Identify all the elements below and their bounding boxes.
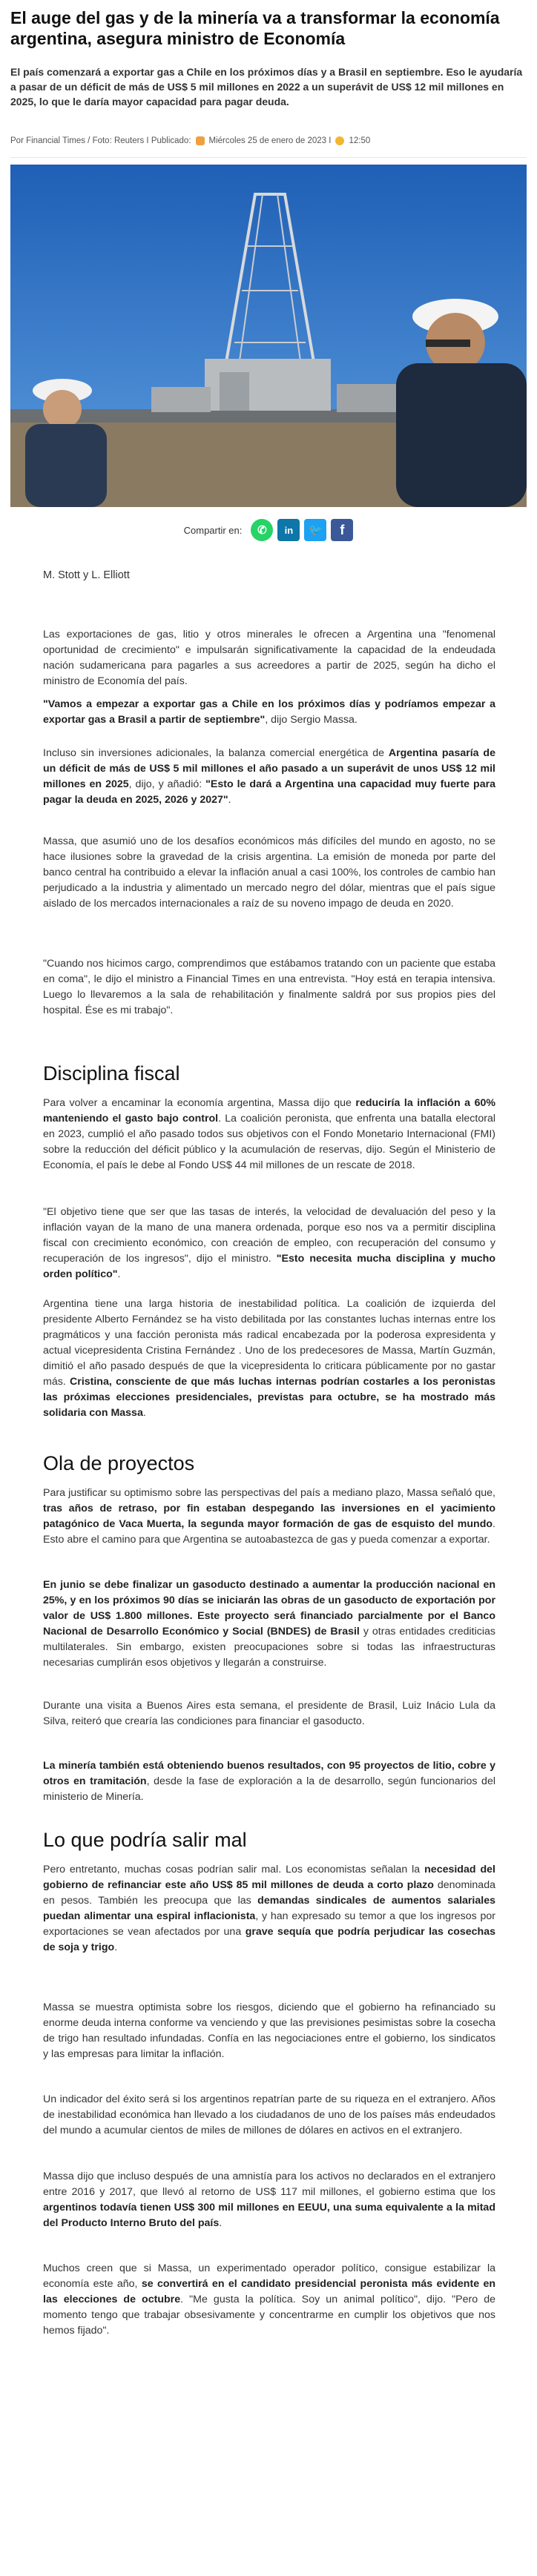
whatsapp-share-button[interactable]: ✆ [251,519,273,541]
paragraph-8-text: Argentina tiene una larga historia de inestabilidad política. La coalición de izquierda del presidente Alberto Fernández se ha visto debilitada por las constantes luchas internas entre los pragmáticos y una facción peronista más radical encabezada por la poderosa expresidenta y actual vicepresidenta Cristina Fernández . Uno de los predecesores de Massa, Martín Guzmán, dimitió el año pasado después de que la vicepresidenta lo criticara públicamente por no gastar más. [43,1298,495,1388]
paragraph-3 [43,746,495,808]
paragraph-2-text: , dijo Sergio Massa. [265,714,358,726]
paragraph-8-bold: Cristina, consciente de que más luchas internas podrían costarles a los peronistas las próximas elecciones presidenciales, previstas para octubre, se ha mostrado más solidaria con Massa [43,1376,495,1419]
section-heading-salir-mal: Lo que podría salir mal [43,1829,247,1851]
paragraph-9 [43,1486,495,1548]
paragraph-8 [43,1297,495,1421]
paragraph-16 [43,2169,495,2231]
paragraph-13-text-2: denominada en pesos. También les preocupa que las [43,1879,495,1907]
paragraph-9-text-2: . Esto abre el camino para que Argentina se autoabastezca de gas y pueda comenzar a exportar. [43,1518,495,1546]
paragraph-3-text-2: , dijo, y añadió: [128,778,206,790]
byline-divider [10,157,527,158]
paragraph-17 [43,2261,495,2339]
linkedin-share-button[interactable]: in [277,519,300,541]
paragraph-15: Un indicador del éxito será si los argentinos repatrían parte de su riqueza en el extranjero. Años de inestabilidad económica han llevado a los ciudadanos de uno de los países más endeudados del mundo a acumular cientos de miles de millones de dólares en activos en el extranjero. [43,2093,495,2136]
paragraph-6-bold: reduciría la inflación a 60% manteniendo el gasto bajo control [43,1097,495,1125]
paragraph-12-text: , desde la fase de exploración a la de desarrollo, según funcionarios del ministerio de Minería. [43,1775,495,1803]
paragraph-9-bold: tras años de retraso, por fin estaban despegando las inversiones en el yacimiento patagónico de Vaca Muerta, la segunda mayor formación de gas de esquisto del mundo [43,1503,495,1530]
byline-prefix: Por Financial Times / Foto: Reuters I Publicado: [10,136,191,145]
article-byline [10,136,527,145]
paragraph-9-text: Para justificar su optimismo sobre las perspectivas del país a mediano plazo, Massa señaló que, [43,1487,495,1499]
paragraph-10 [43,1577,495,1671]
paragraph-13-text: Pero entretanto, muchas cosas podrían salir mal. Los economistas señalan la [43,1864,425,1875]
paragraph-7-bold: "Esto necesita mucha disciplina y mucho orden político" [43,1253,495,1280]
hero-image [10,165,527,507]
calendar-icon [196,136,205,145]
paragraph-6-text-2: . La coalición peronista, que enfrenta una batalla electoral en 2023, cumplió el año pasado todos sus objetivos con el Fondo Monetario Internacional (FMI) sobre la reducción del déficit público y la acumulación de reservas, dijo. Según el Ministerio de Economía, el país le debe al Fondo US$ 44 mil millones de un rescate de 2018. [43,1113,495,1171]
byline-time: 12:50 [349,136,371,145]
paragraph-16-text: Massa dijo que incluso después de una amnistía para los activos no declarados en el extranjero entre 2016 y 2017, que llevó al retorno de US$ 117 mil millones, el gobierno estima que los [43,2171,495,2198]
paragraph-6-text: Para volver a encaminar la economía argentina, Massa dijo que [43,1097,356,1109]
section-heading-disciplina: Disciplina fiscal [43,1062,180,1085]
paragraph-13-bold-3: grave sequía que podría perjudicar las cosechas de soja y trigo [43,1926,495,1953]
paragraph-17-text: Muchos creen que si Massa, un experimentado operador político, consigue estabilizar la economía este año, [43,2262,495,2290]
paragraph-13-text-3: , y han expresado su temor a que los ingresos por exportaciones se vean afectados por una [43,1910,495,1938]
paragraph-13 [43,1862,495,1956]
article-headline: El auge del gas y de la minería va a transformar la economía argentina, asegura ministro de Economía [10,8,500,48]
paragraph-13-bold: necesidad del gobierno de refinanciar este año US$ 85 mil millones de deuda a corto plazo [43,1864,495,1891]
paragraph-5: "Cuando nos hicimos cargo, comprendimos que estábamos tratando con un paciente que estaba en coma", le dijo el ministro a Financial Times en una entrevista. "Hoy está en terapia intensiva. Luego lo llevaremos a la sala de rehabilitación y finalmente saldrá por sus propios pies del hospital. Ése es mi trabajo". [43,958,495,1016]
share-bar [0,517,537,543]
paragraph-17-text-2: . "Me gusta la política. Soy un animal político", dijo. "Pero de momento tengo que trabajar obsesivamente y concentrarme en cumplir los objetivos que nos hemos fijado". [43,2294,495,2337]
paragraph-10-bold: En junio se debe finalizar un gasoducto destinado a aumentar la producción nacional en 25%, y en los próximos 90 días se iniciarán las obras de un gasoducto de exportación por valor de US$ 1.800 millones. Este proyecto será financiado parcialmente por el Banco Nacional de Desarrollo Económico y Social (BNDES) de Brasil [43,1579,495,1638]
paragraph-17-bold: se convertirá en el candidato presidencial peronista más evidente en las elecciones de octubre [43,2278,496,2305]
paragraph-16-text-2: . [219,2217,223,2229]
paragraph-2 [43,697,495,728]
paragraph-14: Massa se muestra optimista sobre los riesgos, diciendo que el gobierno ha refinanciado su enorme deuda interna conforme va venciendo y que las previsiones pesimistas sobre la cosecha de trigo han resultado infundadas. Confía en las negociaciones entre el gobierno, los sindicatos y las empresas para limitar la inflación. [43,2001,495,2060]
article-author: M. Stott y L. Elliott [43,569,130,581]
paragraph-1: Las exportaciones de gas, litio y otros minerales le ofrecen a Argentina una "fenomenal oportunidad de crecimiento" e impulsarán significativamente la capacidad de la endeudada nación sudamericana para pagarles a sus acreedores a partir de 2025, según ha dicho el ministro de Economía del país. [43,629,495,687]
paragraph-3-bold-2: "Esto le dará a Argentina una capacidad muy fuerte para pagar la deuda en 2025, 2026 y 2027" [43,778,496,806]
byline-date: Miércoles 25 de enero de 2023 I [208,136,332,145]
paragraph-16-bold: argentinos todavía tienen US$ 300 mil millones en EEUU, una suma equivalente a la mitad del Producto Interno Bruto del país [43,2202,495,2229]
paragraph-3-text-3: . [228,794,231,806]
paragraph-13-text-4: . [114,1941,118,1953]
paragraph-12-bold: La minería también está obteniendo buenos resultados, con 95 proyectos de litio, cobre y otros en tramitación [43,1760,495,1787]
paragraph-3-bold: Argentina pasaría de un déficit de más de US$ 5 mil millones el año pasado a un superávit de unos US$ 12 mil millones en 2025 [43,747,495,790]
paragraph-6 [43,1096,495,1173]
paragraph-8-text-2: . [142,1407,146,1419]
section-heading-proyectos: Ola de proyectos [43,1452,195,1474]
paragraph-13-bold-2: demandas sindicales de aumentos salariales puedan alimentar una espiral inflacionista [43,1895,495,1922]
clock-icon [335,136,344,145]
paragraph-3-text: Incluso sin inversiones adicionales, la balanza comercial energética de [43,747,389,759]
twitter-share-button[interactable]: 🐦 [304,519,326,541]
hero-image-svg [10,165,527,507]
share-label: Compartir en: [183,524,243,536]
paragraph-7-text-2: . [117,1268,121,1280]
paragraph-4: Massa, que asumió uno de los desafíos económicos más difíciles del mundo en agosto, no se hace ilusiones sobre la gravedad de la crisis argentina. La emisión de moneda por parte del banco central ha contribuido a elevar la inflación anual a casi 100%, los controles de cambio han perjudicado a la industria y alimentado un mercado negro del dólar, mientras que el país sigue aislado de los mercados internacionales a raíz de su noveno impago de deuda en 2020. [43,835,495,910]
paragraph-11: Durante una visita a Buenos Aires esta semana, el presidente de Brasil, Luiz Inácio Lula da Silva, reiteró que crearía las condiciones para financiar el gasoducto. [43,1700,495,1727]
paragraph-7 [43,1205,495,1282]
article-subheadline: El país comenzará a exportar gas a Chile en los próximos días y a Brasil en septiembre. Eso le ayudaría a pasar de un déficit de más de US$ 5 mil millones en 2022 a un superávit de US$ 12 mil millones en 2025, lo que le daría mayor capacidad para pagar deuda. [10,66,523,107]
paragraph-12 [43,1758,495,1805]
paragraph-7-text: "El objetivo tiene que ser que las tasas de interés, la velocidad de devaluación del peso y la inflación vayan de la mano de una manera ordenada, porque eso nos va a permitir disciplina fiscal con crecimiento económico, con creación de empleo, con recuperación del consumo y recuperación de los ingresos", dijo el ministro. [43,1206,495,1265]
facebook-share-button[interactable]: f [331,519,353,541]
paragraph-10-text: y otras entidades crediticias multilaterales. Sin embargo, existen preocupaciones sobre si todas las infraestructuras necesarias cumplirán esos objetivos y llegarán a construirse. [43,1626,495,1669]
paragraph-2-bold: "Vamos a empezar a exportar gas a Chile en los próximos días y podríamos empezar a exportar gas a Brasil a partir de septiembre" [43,698,495,726]
